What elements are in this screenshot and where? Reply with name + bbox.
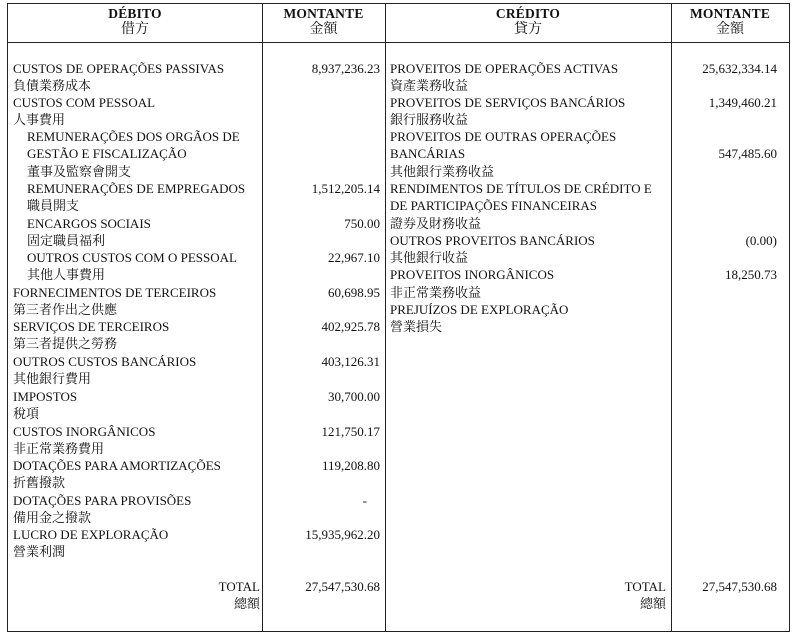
credit-item-label: PREJUÍZOS DE EXPLORAÇÃO — [390, 302, 569, 317]
debit-item-label-zh: 第三者提供之勞務 — [13, 336, 118, 351]
debit-item-label-zh: 第三者作出之供應 — [13, 302, 118, 317]
credit-amount-header-zh: 金額 — [716, 22, 744, 37]
debit-item-label-zh: 其他銀行費用 — [13, 371, 92, 386]
debit-amount: 402,925.78 — [321, 319, 380, 334]
header-divider — [8, 42, 789, 43]
credit-amount: 18,250.73 — [725, 267, 777, 282]
column-divider — [262, 4, 263, 631]
credit-item-label: PROVEITOS DE OUTRAS OPERAÇÕES — [390, 129, 617, 144]
debit-subitem-label: GESTÃO E FISCALIZAÇÃO — [27, 146, 187, 161]
debit-subitem-label: OUTROS CUSTOS COM O PESSOAL — [27, 250, 237, 265]
credit-total-label: TOTAL — [624, 579, 666, 594]
debit-item-label: LUCRO DE EXPLORAÇÃO — [13, 527, 169, 542]
credit-amount: 547,485.60 — [718, 146, 777, 161]
credit-amount: (0.00) — [745, 233, 777, 248]
debit-amount: 1,512,205.14 — [311, 181, 380, 196]
credit-item-label: BANCÁRIAS — [390, 146, 466, 161]
debit-subitem-label-zh: 其他人事費用 — [27, 267, 106, 282]
debit-subitem-label: REMUNERAÇÕES DE EMPREGADOS — [27, 181, 246, 196]
profit-loss-table — [7, 3, 790, 632]
credit-item-label: PROVEITOS DE OPERAÇÕES ACTIVAS — [390, 61, 619, 76]
credit-amount-header-pt: MONTANTE — [689, 6, 771, 21]
credit-total-amount: 27,547,530.68 — [702, 579, 777, 594]
debit-amount: 15,935,962.20 — [305, 527, 380, 542]
debit-amount-header-pt: MONTANTE — [283, 6, 364, 21]
credit-amount: 1,349,460.21 — [708, 95, 777, 110]
debit-amount: 8,937,236.23 — [311, 61, 380, 76]
credit-item-label: RENDIMENTOS DE TÍTULOS DE CRÉDITO E — [390, 181, 652, 196]
credit-item-label-zh: 銀行服務收益 — [390, 112, 469, 127]
debit-item-label-zh: 折舊撥款 — [13, 475, 66, 490]
debit-item-label-zh: 備用金之撥款 — [13, 510, 92, 525]
debit-item-label: CUSTOS DE OPERAÇÕES PASSIVAS — [13, 61, 225, 76]
debit-amount: 121,750.17 — [321, 424, 380, 439]
debit-amount: 30,700.00 — [328, 389, 380, 404]
debit-header-zh: 借方 — [121, 22, 149, 37]
debit-item-label: OUTROS CUSTOS BANCÁRIOS — [13, 354, 197, 369]
debit-amount: 403,126.31 — [321, 354, 380, 369]
debit-item-label: DOTAÇÕES PARA AMORTIZAÇÕES — [13, 458, 221, 473]
debit-header — [8, 6, 262, 42]
credit-item-label-zh: 營業損失 — [390, 319, 443, 334]
debit-item-label: CUSTOS COM PESSOAL — [13, 95, 156, 110]
debit-amount: 750.00 — [344, 216, 380, 231]
credit-total-label-zh: 總額 — [639, 596, 666, 611]
credit-amount: 25,632,334.14 — [702, 61, 777, 76]
debit-item-label-zh: 非正常業務費用 — [13, 441, 105, 456]
debit-subitem-label-zh: 董事及監察會開支 — [27, 164, 132, 179]
debit-item-label-zh: 稅項 — [13, 406, 40, 421]
debit-subitem-label: ENCARGOS SOCIAIS — [27, 216, 151, 231]
debit-item-label-zh: 人事費用 — [13, 112, 66, 127]
debit-amount-header-zh: 金額 — [309, 22, 338, 37]
debit-amount: 119,208.80 — [321, 458, 380, 473]
credit-item-label-zh: 其他銀行業務收益 — [390, 164, 495, 179]
debit-subitem-label-zh: 職員開支 — [27, 198, 80, 213]
debit-item-label: DOTAÇÕES PARA PROVISÕES — [13, 493, 192, 508]
credit-header-pt: CRÉDITO — [495, 6, 561, 21]
credit-item-label: DE PARTICIPAÇÕES FINANCEIRAS — [390, 198, 598, 213]
column-divider — [385, 4, 386, 631]
debit-amount: - — [362, 493, 367, 508]
debit-subitem-label-zh: 固定職員福利 — [27, 233, 106, 248]
credit-item-label: PROVEITOS DE SERVIÇOS BANCÁRIOS — [390, 95, 626, 110]
credit-item-label-zh: 其他銀行收益 — [390, 250, 469, 265]
credit-item-label-zh: 證券及財務收益 — [390, 216, 482, 231]
debit-item-label: SERVIÇOS DE TERCEIROS — [13, 319, 170, 334]
debit-amount-header — [262, 6, 385, 42]
debit-total-label-zh: 總額 — [233, 596, 260, 611]
credit-item-label: PROVEITOS INORGÂNICOS — [390, 267, 555, 282]
debit-total-label: TOTAL — [218, 579, 260, 594]
debit-header-pt: DÉBITO — [108, 6, 162, 21]
debit-item-label-zh: 營業利潤 — [13, 544, 66, 559]
column-divider — [671, 4, 672, 631]
credit-item-label: OUTROS PROVEITOS BANCÁRIOS — [390, 233, 595, 248]
credit-amount-header — [671, 6, 789, 42]
debit-item-label: CUSTOS INORGÂNICOS — [13, 424, 156, 439]
credit-header — [385, 6, 671, 42]
credit-item-label-zh: 資產業務收益 — [390, 78, 469, 93]
credit-item-label-zh: 非正常業務收益 — [390, 285, 482, 300]
debit-amount: 60,698.95 — [328, 285, 380, 300]
debit-total-amount: 27,547,530.68 — [305, 579, 380, 594]
debit-item-label: IMPOSTOS — [13, 389, 78, 404]
debit-item-label: FORNECIMENTOS DE TERCEIROS — [13, 285, 217, 300]
debit-item-label-zh: 負債業務成本 — [13, 78, 92, 93]
debit-amount: 22,967.10 — [328, 250, 380, 265]
debit-subitem-label: REMUNERAÇÕES DOS ORGÃOS DE — [27, 129, 240, 144]
credit-header-zh: 貸方 — [514, 22, 542, 37]
